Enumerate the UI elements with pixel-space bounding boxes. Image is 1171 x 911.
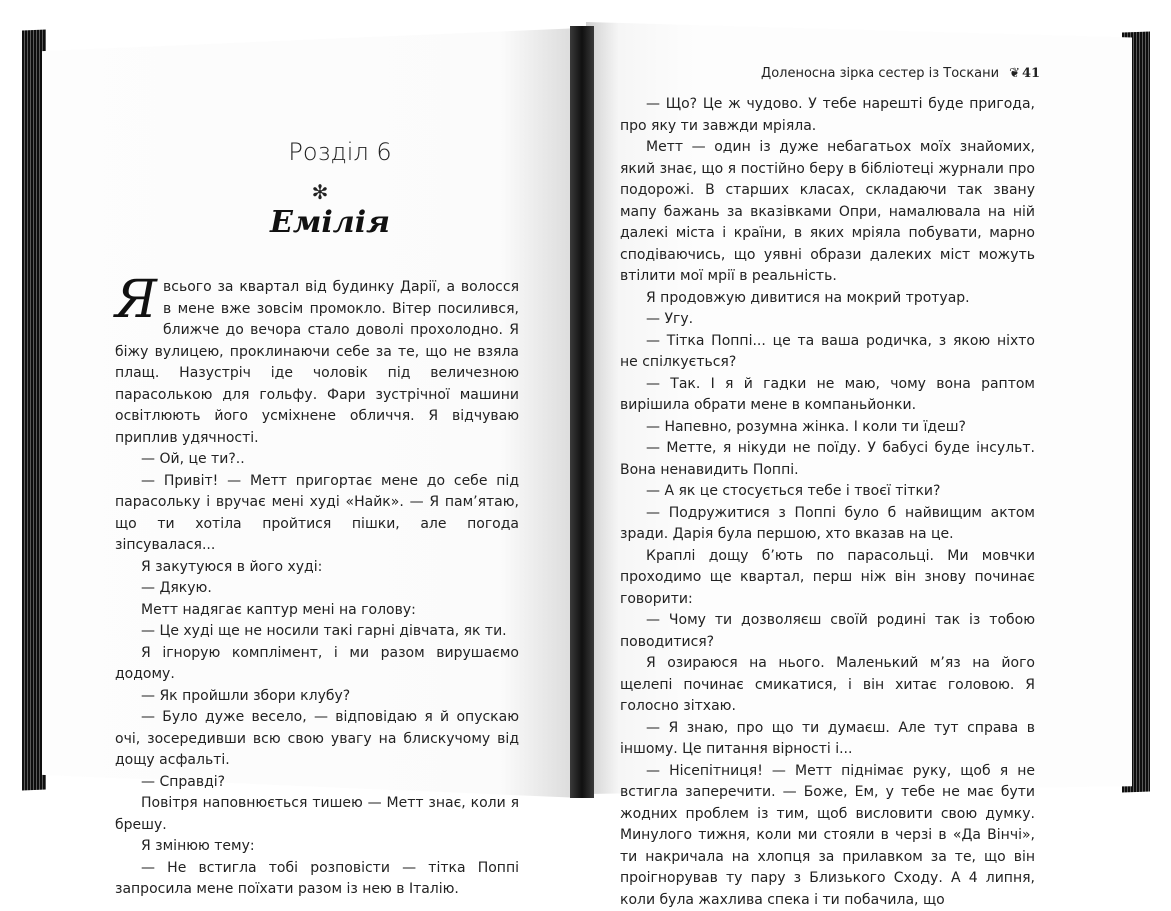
paragraph: — Нісепітниця! — Метт піднімає руку, щоб я не встигла заперечити. — Боже, Ем, у тебе не має бути жодних проблем із тим, щоб висловити свою думку. Минулого тижня, коли ми стояли в черзі в «Да Вінчі», ти накричала на хлопця за прилавком за те, що він проігнорував ту пару з Близького Сходу. А 4 липня, коли була жахлива спека і ти побачила, що — [620, 761, 1035, 911]
paragraph: Метт — один із дуже небагатьох моїх знайомих, який знає, що я постійно беру в бібліотеці журнали про подорожі. В старших класах, складаючи так звану мапу бажань за вказівками Опри, намалювала на ній далекі міста і країни, в яких мріяла побувати, марно сподіваючись, що уявні образи далеких міст можуть втілити мої мрії в реальність. — [620, 137, 1035, 288]
paragraph: — Що? Це ж чудово. У тебе нарешті буде пригода, про яку ти завжди мріяла. — [620, 94, 1035, 137]
paragraph: — Дякую. — [115, 578, 519, 600]
chapter-name: Емілія — [230, 205, 430, 240]
chapter-label: Розділ 6 — [240, 138, 440, 166]
paragraph: — Не встигла тобі розповісти — тітка Поппі запросила мене поїхати разом із нею в Італію. — [115, 858, 519, 901]
paragraph: — Ой, це ти?.. — [115, 449, 519, 471]
header-ornament-icon: ❦ — [1009, 66, 1020, 81]
paragraph: — Подружитися з Поппі було б найвищим актом зради. Дарія була першою, хто вказав на це. — [620, 503, 1035, 546]
paragraph: — Тітка Поппі... це та ваша родичка, з якою ніхто не спілкується? — [620, 331, 1035, 374]
paragraph: — Було дуже весело, — відповідаю я й опускаю очі, зосередивши всю свою увагу на блискучому від дощу асфальті. — [115, 707, 519, 772]
book-spine — [570, 26, 594, 798]
paragraph: Повітря наповнюється тишею — Метт знає, коли я брешу. — [115, 793, 519, 836]
paragraph: — А як це стосується тебе і твоєї тітки? — [620, 481, 1035, 503]
drop-cap: Я — [115, 279, 157, 321]
paragraph: — Так. І я й гадки не маю, чому вона раптом вирішила обрати мене в компаньйонки. — [620, 374, 1035, 417]
paragraph: — Це худі ще не носили такі гарні дівчата, як ти. — [115, 621, 519, 643]
paragraph: Я озираюся на нього. Маленький м’яз на його щелепі починає смикатися, і він хитає головою. Я голосно зітхаю. — [620, 653, 1035, 718]
page-number: 41 — [1022, 66, 1040, 81]
first-paragraph: Явсього за квартал від будинку Дарії, а волосся в мене вже зовсім промокло. Вітер посилився, ближче до вечора стало доволі прохолодно. Я біжу вулицею, проклинаючи себе за те, що не взяла плащ. Назустріч іде чоловік під величезною парасолькою для гольфу. Фари зустрічної машини освітлюють його усміхнене обличчя. Я відчуваю приплив удячності. — [115, 277, 519, 449]
left-page-text — [115, 277, 519, 901]
paragraph: — Я знаю, про що ти думаєш. Але тут справа в іншому. Це питання вірності і... — [620, 718, 1035, 761]
paragraph: Я ігнорую комплімент, і ми разом вирушаємо додому. — [115, 643, 519, 686]
paragraph: — Справді? — [115, 772, 519, 794]
flower-ornament-icon: ✻ — [300, 180, 340, 200]
paragraph: — Напевно, розумна жінка. І коли ти їдеш? — [620, 417, 1035, 439]
running-title: Доленосна зірка сестер із Тоскани — [761, 66, 999, 81]
paragraph: — Метте, я нікуди не поїду. У бабусі буде інсульт. Вона ненавидить Поппі. — [620, 438, 1035, 481]
paragraph: — Привіт! — Метт пригортає мене до себе під парасольку і вручає мені худі «Найк». — Я пам’ятаю, що ти хотіла пройтися пішки, але погода зіпсувалася... — [115, 471, 519, 557]
running-header — [640, 66, 1020, 81]
paragraph: Метт надягає каптур мені на голову: — [115, 600, 519, 622]
paragraph: Я змінюю тему: — [115, 836, 519, 858]
paragraph: — Як пройшли збори клубу? — [115, 686, 519, 708]
paragraph: Краплі дощу б’ють по парасольці. Ми мовчки проходимо ще квартал, перш ніж він знову починає говорити: — [620, 546, 1035, 611]
right-page-text — [620, 94, 1035, 911]
paragraph: Я закутуюся в його худі: — [115, 557, 519, 579]
paragraph: — Угу. — [620, 309, 1035, 331]
paragraph: Я продовжую дивитися на мокрий тротуар. — [620, 288, 1035, 310]
paragraph: — Чому ти дозволяєш своїй родині так із тобою поводитися? — [620, 610, 1035, 653]
